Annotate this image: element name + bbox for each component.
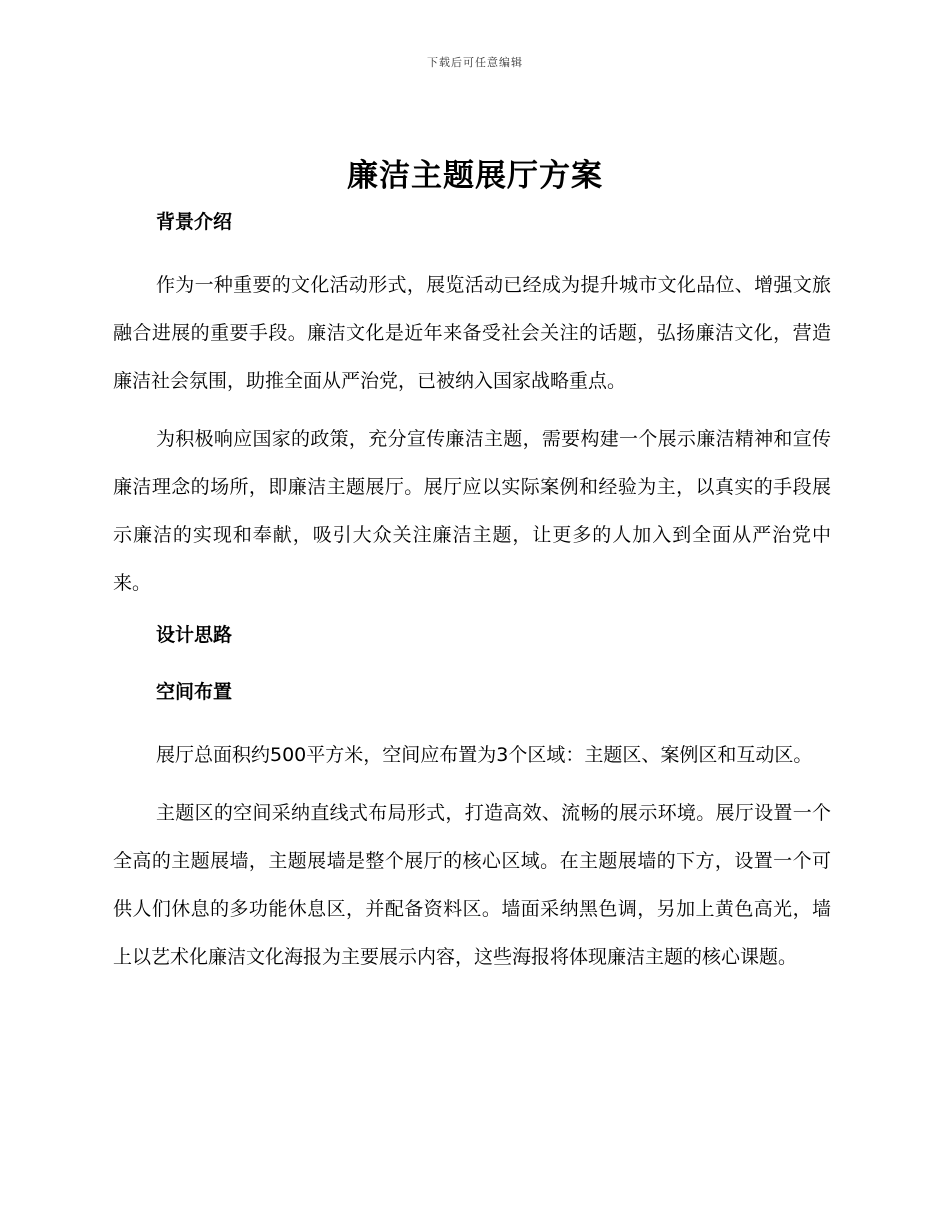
paragraph-space-2: 主题区的空间采纳直线式布局形式，打造高效、流畅的展示环境。展厅设置一个全高的主题展墙，主题展墙是整个展厅的核心区域。在主题展墙的下方，设置一个可供人们休息的多功能休息区，并配备资料区。墙面采纳黑色调，另加上黄色高光，墙上以艺术化廉洁文化海报为主要展示内容，这些海报将体现廉洁主题的核心课题。 bbox=[113, 802, 831, 968]
section-heading-background: 背景介绍 bbox=[156, 211, 233, 233]
document-body bbox=[113, 204, 831, 991]
document-title: 廉洁主题展厅方案 bbox=[347, 158, 603, 194]
section-heading-space-layout: 空间布置 bbox=[156, 681, 233, 703]
paragraph-space-1: 展厅总面积约500平方米，空间应布置为3个区域：主题区、案例区和互动区。 bbox=[156, 744, 813, 766]
section-heading-design: 设计思路 bbox=[156, 624, 233, 646]
page-header-note: 下载后可任意编辑 bbox=[427, 56, 523, 69]
paragraph-background-1: 作为一种重要的文化活动形式，展览活动已经成为提升城市文化品位、增强文旅融合进展的重要手段。廉洁文化是近年来备受社会关注的话题，弘扬廉洁文化，营造廉洁社会氛围，助推全面从严治党，已被纳入国家战略重点。 bbox=[113, 274, 831, 392]
paragraph-background-2: 为积极响应国家的政策，充分宣传廉洁主题，需要构建一个展示廉洁精神和宣传廉洁理念的场所，即廉洁主题展厅。展厅应以实际案例和经验为主，以真实的手段展示廉洁的实现和奉献，吸引大众关注廉洁主题，让更多的人加入到全面从严治党中来。 bbox=[113, 428, 831, 594]
